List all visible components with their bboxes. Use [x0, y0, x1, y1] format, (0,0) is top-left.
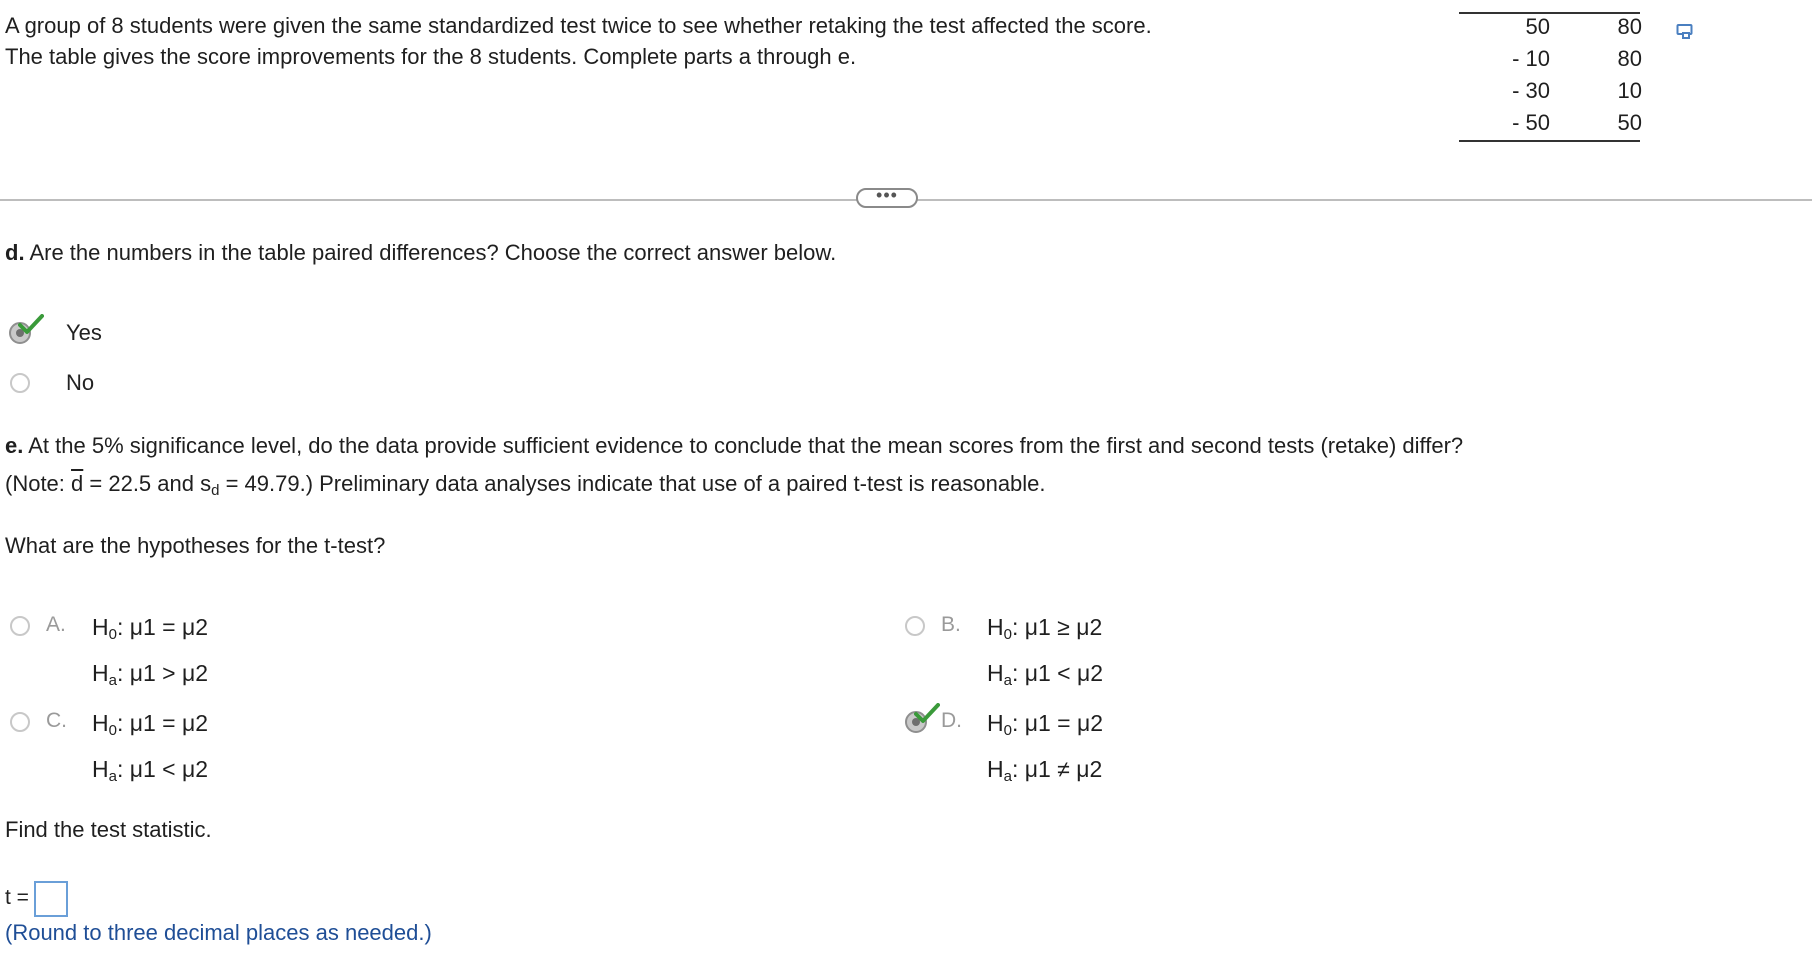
table-bottom-rule [1459, 140, 1640, 142]
option-a-letter[interactable]: A. [46, 613, 66, 636]
option-d-h0: $H_0$: μ1 = μ2 [987, 710, 1104, 739]
option-d-ha: $H_a$: μ1 ≠ μ2 [987, 756, 1103, 785]
rounding-hint: (Round to three decimal places as needed.) [5, 920, 432, 945]
table-cell: 10 [1617, 78, 1642, 103]
option-a-h0: $H_0$: μ1 = μ2 [92, 614, 209, 643]
d-bar-symbol: $\overline{d}$ [71, 471, 84, 496]
option-b-hypotheses[interactable] [987, 608, 1103, 700]
option-b-h0-text: μ1 ≥ μ2 [1024, 614, 1103, 640]
copy-icon[interactable] [1676, 22, 1696, 42]
option-b-h0: $H_0$: μ1 ≥ μ2 [987, 614, 1103, 643]
table-cell: 80 [1617, 46, 1642, 71]
option-no-label[interactable]: No [66, 370, 95, 395]
table-cell: - 30 [1512, 78, 1550, 103]
option-b-ha-text: μ1 < μ2 [1024, 660, 1104, 686]
intro-line-1: A group of 8 students were given the same standardized test twice to see whether retaking the test affected the score. [5, 13, 1152, 38]
problem-intro [5, 10, 1152, 72]
green-check-icon [18, 314, 44, 336]
part-d-question [5, 240, 836, 266]
table-cell: - 50 [1512, 110, 1550, 135]
option-b-letter[interactable]: B. [941, 613, 961, 636]
part-e-question [5, 433, 1463, 459]
part-e-label: e. [5, 433, 24, 458]
table-cell: - 10 [1512, 46, 1550, 71]
radio-option-b[interactable] [905, 616, 925, 636]
green-check-icon [914, 703, 940, 725]
option-d-ha-text: μ1 ≠ μ2 [1024, 756, 1103, 782]
t-equals-label: t = [5, 886, 29, 909]
table-cell: 80 [1617, 14, 1642, 39]
note-prefix: (Note: [5, 471, 72, 496]
table-column-1 [1480, 11, 1550, 139]
option-c-letter[interactable]: C. [46, 709, 67, 732]
find-test-statistic: Find the test statistic. [5, 817, 212, 842]
intro-line-2: The table gives the score improvements for the 8 students. Complete parts a through e. [5, 44, 857, 69]
radio-option-c[interactable] [10, 712, 30, 732]
hypotheses-question: What are the hypotheses for the t-test? [5, 533, 386, 558]
option-a-h0-text: μ1 = μ2 [129, 614, 209, 640]
option-c-ha-text: μ1 < μ2 [129, 756, 209, 782]
t-statistic-input[interactable] [34, 881, 68, 917]
option-c-h0-text: μ1 = μ2 [129, 710, 209, 736]
part-d-text: Are the numbers in the table paired differences? Choose the correct answer below. [24, 240, 837, 265]
table-column-2 [1572, 11, 1642, 139]
ellipsis-icon[interactable]: ••• [856, 188, 918, 208]
table-cell: 50 [1617, 110, 1642, 135]
option-d-letter[interactable]: D. [941, 709, 962, 732]
option-c-h0: $H_0$: μ1 = μ2 [92, 710, 209, 739]
part-e-text: At the 5% significance level, do the data provide sufficient evidence to conclude that the mean scores from the first and second tests (retake) differ? [23, 433, 1464, 458]
table-cell: 50 [1525, 14, 1550, 39]
option-d-h0-text: μ1 = μ2 [1024, 710, 1104, 736]
option-yes-label[interactable]: Yes [66, 320, 102, 345]
option-d-hypotheses[interactable] [987, 704, 1103, 796]
option-c-ha: $H_a$: μ1 < μ2 [92, 756, 209, 785]
option-a-ha-text: μ1 > μ2 [129, 660, 209, 686]
part-d-label: d. [5, 240, 25, 265]
option-a-ha: $H_a$: μ1 > μ2 [92, 660, 209, 689]
option-a-hypotheses[interactable] [92, 608, 208, 700]
part-e-note [5, 471, 1046, 499]
d-bar-value: = 22.5 and s [83, 471, 212, 496]
option-b-ha: $H_a$: μ1 < μ2 [987, 660, 1104, 689]
sd-subscript: d [211, 482, 220, 499]
radio-no[interactable] [10, 373, 30, 393]
radio-option-a[interactable] [10, 616, 30, 636]
option-c-hypotheses[interactable] [92, 704, 208, 796]
note-suffix: = 49.79.) Preliminary data analyses indicate that use of a paired t-test is reasonable. [219, 471, 1046, 496]
